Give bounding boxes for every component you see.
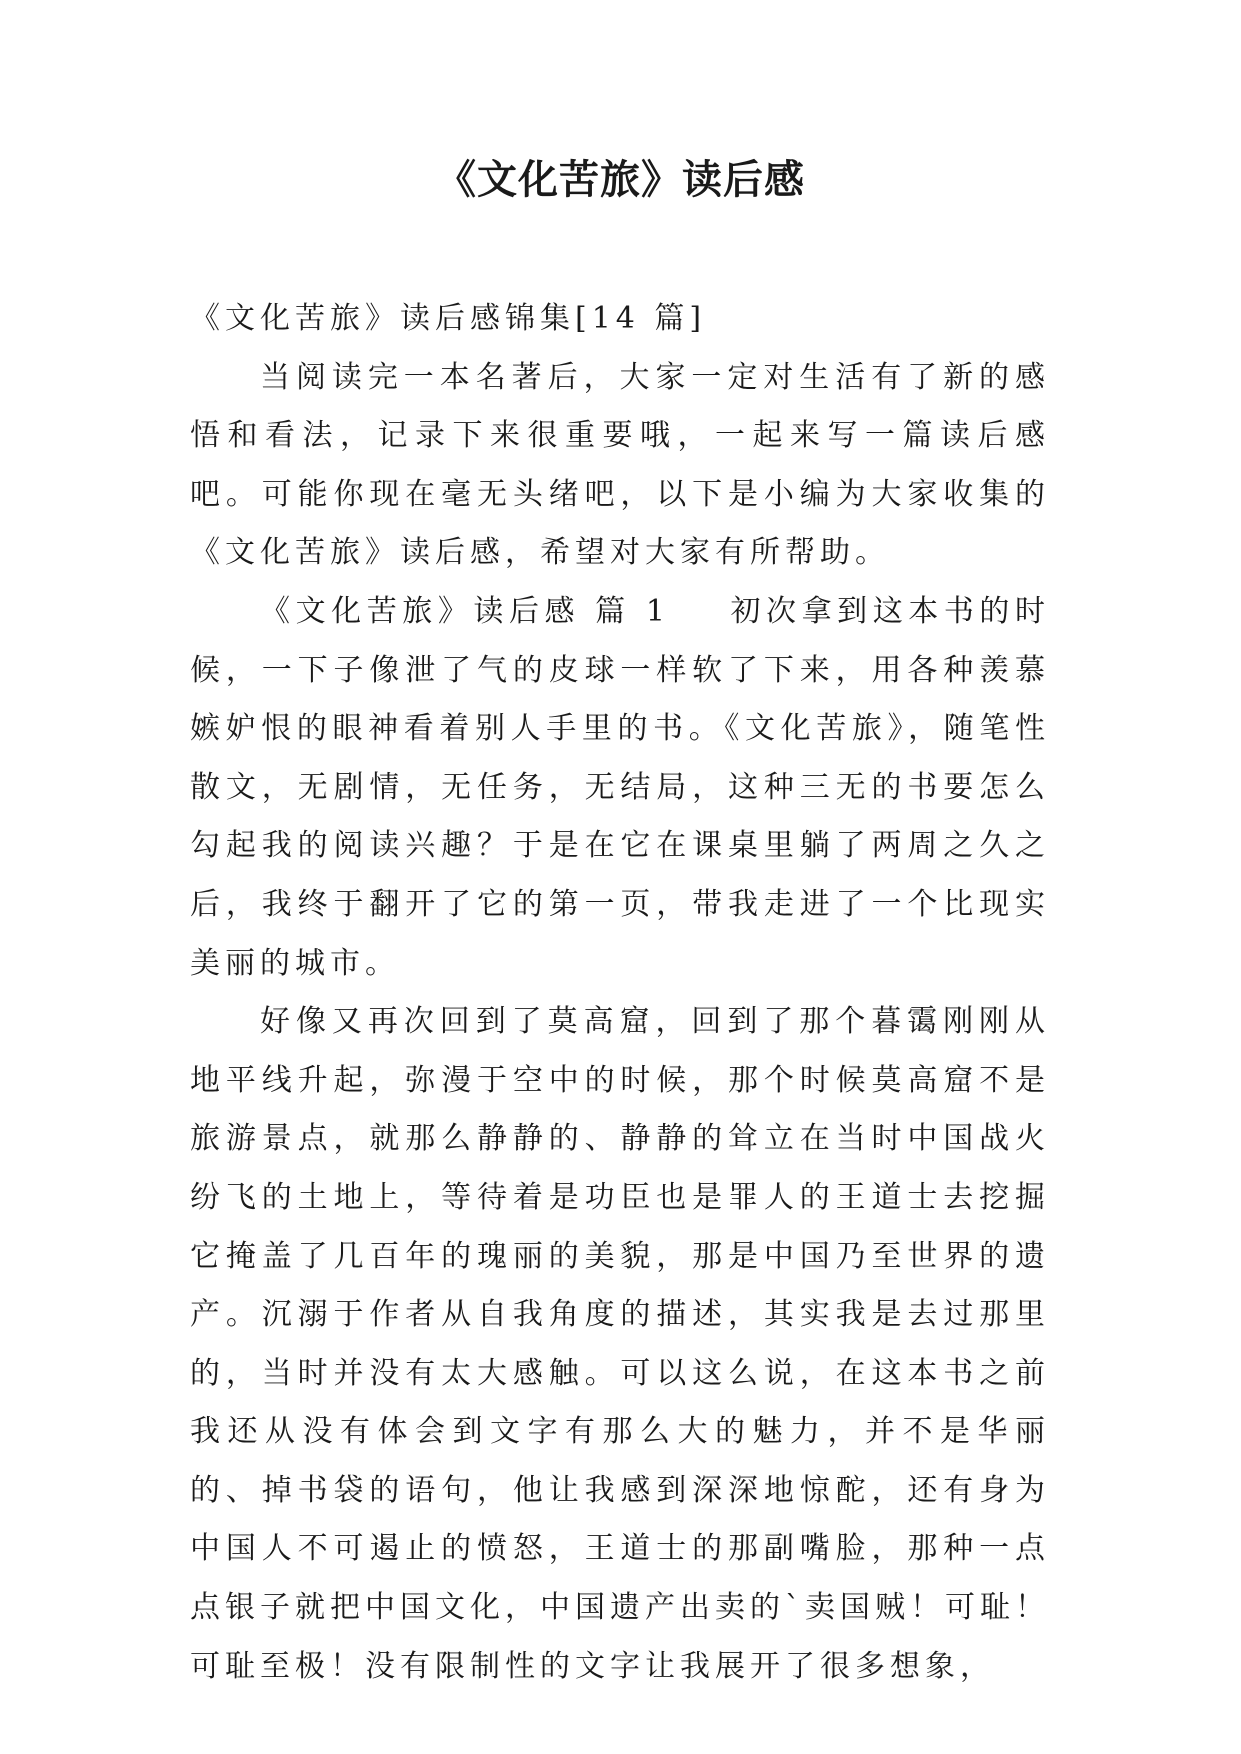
section-1-heading: 《文化苦旅》读后感 篇 1 (260, 593, 670, 629)
intro-paragraph: 当阅读完一本名著后，大家一定对生活有了新的感悟和看法，记录下来很重要哦，一起来写一篇读后感吧。可能你现在毫无头绪吧，以下是小编为大家收集的《文化苦旅》读后感，希望对大家有所帮助。 (190, 359, 1050, 571)
section-1-text: 初次拿到这本书的时候，一下子像泄了气的皮球一样软了下来，用各种羡慕嫉妒恨的眼神看着别人手里的书。《文化苦旅》，随笔性散文，无剧情，无任务，无结局，这种三无的书要怎么勾起我的阅读兴趣？于是在它在课桌里躺了两周之久之后，我终于翻开了它的第一页，带我走进了一个比现实美丽的城市。 (190, 593, 1050, 981)
section-1-paragraph-2: 好像又再次回到了莫高窟，回到了那个暮霭刚刚从地平线升起，弥漫于空中的时候，那个时候莫高窟不是旅游景点，就那么静静的、静静的耸立在当时中国战火纷飞的土地上，等待着是功臣也是罪人的王道士去挖掘它掩盖了几百年的瑰丽的美貌，那是中国乃至世界的遗产。沉溺于作者从自我角度的描述，其实我是去过那里的，当时并没有太大感触。可以这么说，在这本书之前我还从没有体会到文字有那么大的魅力，并不是华丽的、掉书袋的语句，他让我感到深深地惊酡，还有身为中国人不可遏止的愤怒，王道士的那副嘴脸，那种一点点银子就把中国文化，中国遗产出卖的`卖国贼！可耻！可耻至极！没有限制性的文字让我展开了很多想象， (190, 1004, 1050, 1684)
document-title: 《文化苦旅》读后感 (436, 156, 805, 203)
document-subtitle: 《文化苦旅》读后感锦集[14 篇] (190, 301, 707, 336)
section-1-paragraph (190, 583, 1050, 993)
document-body (190, 290, 1050, 1696)
